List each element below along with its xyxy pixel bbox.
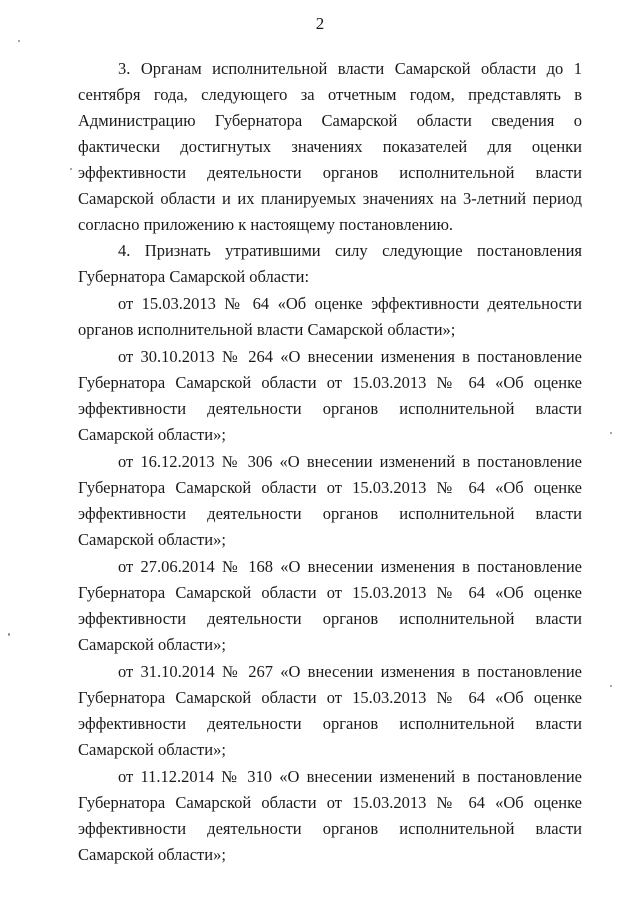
resolution-item: от 16.12.2013 № 306 «О внесении изменений в постановление Губернатора Самарской области от 15.03.2013 № 64 «Об оценке эффективности деятельности органов исполнительной власти Самарской области»; [78, 452, 582, 549]
document-body [78, 56, 582, 868]
resolution-item: от 15.03.2013 № 64 «Об оценке эффективности деятельности органов исполнительной власти Самарской области»; [78, 294, 582, 339]
paragraph-4: 4. Признать утратившими силу следующие постановления Губернатора Самарской области: [78, 241, 582, 286]
paragraph-3: 3. Органам исполнительной власти Самарской области до 1 сентября года, следующего за отчетным годом, представлять в Администрацию Губернатора Самарской области сведения о фактически достигнутых значениях показателей для оценки эффективности деятельности органов исполнительной власти Самарской области и их планируемых значениях на 3-летний период согласно приложению к настоящему постановлению. [78, 59, 582, 234]
resolution-item: от 30.10.2013 № 264 «О внесении изменения в постановление Губернатора Самарской области от 15.03.2013 № 64 «Об оценке эффективности деятельности органов исполнительной власти Самарской области»; [78, 347, 582, 444]
resolution-item: от 11.12.2014 № 310 «О внесении изменений в постановление Губернатора Самарской области от 15.03.2013 № 64 «Об оценке эффективности деятельности органов исполнительной власти Самарской области»; [78, 767, 582, 864]
page-number: 2 [315, 14, 325, 33]
resolution-item: от 31.10.2014 № 267 «О внесении изменения в постановление Губернатора Самарской области от 15.03.2013 № 64 «Об оценке эффективности деятельности органов исполнительной власти Самарской области»; [78, 662, 582, 759]
resolution-item: от 27.06.2014 № 168 «О внесении изменения в постановление Губернатора Самарской области от 15.03.2013 № 64 «Об оценке эффективности деятельности органов исполнительной власти Самарской области»; [78, 557, 582, 654]
